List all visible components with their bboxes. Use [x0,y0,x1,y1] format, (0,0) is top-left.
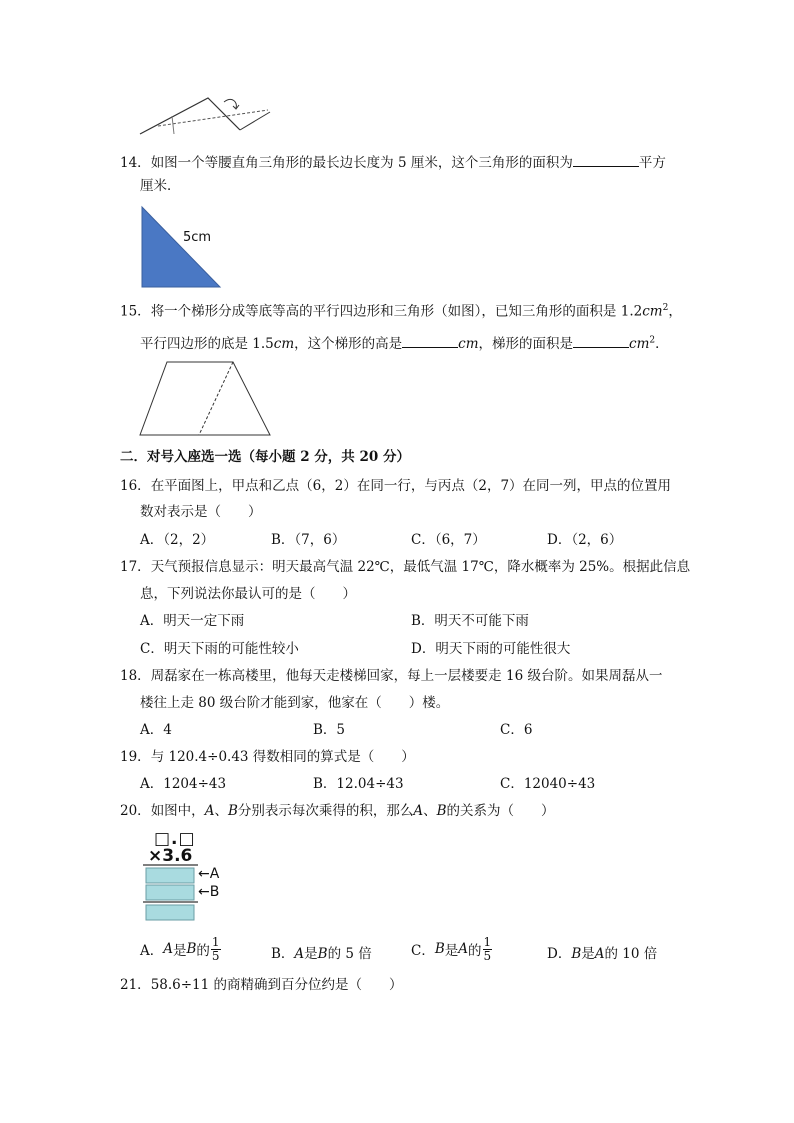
q14-answer-blank[interactable] [573,152,639,167]
q17-line2: 息，下列说法你最认可的是（ ） [140,586,356,602]
q20-option-a-shi: 是 [173,943,187,960]
q18-option-c[interactable]: C．6 [500,722,533,738]
q17-text1: 天气预报信息显示：明天最高气温 22℃，最低气温 17℃，降水概率为 25%。根据此信息 [150,559,691,575]
q17-line1 [120,561,690,575]
q17-option-a[interactable]: A．明天一定下雨 [140,613,245,629]
q15-line1 [120,304,682,319]
q15-area-blank[interactable] [573,333,629,348]
q16-line2: 数对表示是（ ） [140,504,262,520]
q15-number: 15． [120,303,151,320]
q20-option-a-prefix: A． [140,943,164,960]
q20-number: 20． [120,803,151,819]
q20-arrow-a: ←A [198,866,220,882]
folding-figure [138,94,278,140]
q14-line2: 厘米． [140,178,181,194]
q15-text2c: ，梯形的面积是 [478,336,574,352]
q15-height-blank[interactable] [402,333,458,348]
q16-option-b[interactable]: B．（7，6） [271,532,346,548]
q20-option-b-var2: B [317,946,328,962]
q15-sup: 2 [662,303,669,313]
q14-hypotenuse-label: 5cm [183,230,212,245]
q20-option-b[interactable] [271,942,372,962]
q20-mid: 分别表示每次乘得的积，那么 [237,803,414,819]
q20-var-a: A [204,803,215,819]
q18-number: 18． [120,668,151,684]
q20-option-a-var2: B [186,941,197,958]
q20-option-a-fraction [211,936,221,962]
q15-comma: ， [668,303,682,320]
q20-multiplier: ×3.6 [148,846,193,866]
q19-option-a[interactable]: A．1204÷43 [140,776,227,792]
q20-multiplicand: □.□ [154,829,196,849]
q16-option-d[interactable]: D．（2，6） [547,532,623,548]
q20-option-c-prefix: C． [411,943,435,960]
q19-option-c[interactable]: C．12040÷43 [500,776,596,792]
q15-trapezoid [139,361,271,437]
q15-unit-cm4: cm [629,336,650,352]
q20-option-b-shi: 是 [304,946,318,962]
q14-right-triangle [141,206,221,288]
q20-pre: 如图中， [150,803,205,819]
q20-option-a-de: 的 [196,943,210,960]
q20-option-b-var1: A [294,946,305,962]
q20-line1 [120,805,555,819]
section2-title: 二．对号入座选一选（每小题 2 分，共 20 分） [120,449,410,465]
q20-option-b-tail: 的 5 倍 [327,946,372,962]
q19-line1 [120,751,415,765]
q20-option-a-var1: A [163,941,173,958]
q18-option-b[interactable]: B．5 [313,722,346,738]
q20-option-c-shi: 是 [444,943,459,960]
q18-text1: 周磊家在一栋高楼里，他每天走楼梯回家，每上一层楼要走 16 级台阶。如果周磊从一 [150,668,663,684]
q20-sep2: 、 [423,803,437,819]
q16-line1 [120,480,671,494]
q20-option-b-prefix: B． [271,946,295,962]
q20-var-b2: B [436,803,447,819]
q17-option-c[interactable]: C．明天下雨的可能性较小 [140,641,299,657]
q20-option-d-tail: 的 10 倍 [604,946,658,962]
q15-text2a: 平行四边形的底是 1.5 [140,336,274,352]
q20-end: 的关系为（ ） [446,803,555,819]
q20-var-a2: A [413,803,424,819]
q14-unit: 平方 [638,155,666,171]
q16-text1: 在平面图上，甲点和乙点（6，2）在同一行，与丙点（2，7）在同一列，甲点的位置用 [150,478,672,494]
q15-period: ． [655,336,669,352]
q14-text: 如图一个等腰直角三角形的最长边长度为 5 厘米，这个三角形的面积为 [150,155,573,171]
q16-option-c[interactable]: C．（6，7） [411,532,486,548]
q20-option-c-frac-num: 1 [483,935,492,949]
q15-text1: 将一个梯形分成等底等高的平行四边形和三角形（如图），已知三角形的面积是 1.2 [150,303,643,320]
q20-option-c-fraction [483,936,493,962]
q18-line1 [120,670,662,684]
q20-option-c[interactable] [411,936,493,962]
q20-option-d-var2: A [594,946,605,962]
q15-line2 [140,333,669,352]
q17-option-b[interactable]: B．明天不可能下雨 [411,613,529,629]
q20-option-c-var2: A [458,941,469,958]
q21-number: 21． [120,977,151,993]
q20-arrow-b: ←B [198,884,220,900]
q17-option-d[interactable]: D．明天下雨的可能性很大 [411,641,571,657]
q19-number: 19． [120,749,151,765]
q15-sup2: 2 [649,335,656,346]
q21-line1 [120,979,403,993]
q15-text2b: ，这个梯形的高是 [294,336,403,352]
q18-option-a[interactable]: A．4 [140,722,172,738]
q20-option-d[interactable] [547,942,657,962]
q16-number: 16． [120,478,151,494]
q19-option-b[interactable]: B．12.04÷43 [313,776,404,792]
q15-unit-cm: cm [642,303,663,320]
q15-unit-cm2: cm [273,336,295,352]
q20-sep: 、 [214,803,228,819]
q20-option-c-frac-den: 5 [483,948,492,963]
q20-option-a[interactable] [140,936,222,962]
q17-number: 17． [120,559,151,575]
q20-option-d-prefix: D． [547,946,572,962]
q19-text1: 与 120.4÷0.43 得数相同的算式是（ ） [150,749,415,765]
q20-option-c-var1: B [434,941,445,958]
q21-text1: 58.6÷11 的商精确到百分位约是（ ） [150,977,403,993]
q20-var-b: B [227,803,238,819]
q20-multiplication-grid [143,864,199,922]
q20-option-c-de: 的 [468,943,482,960]
q18-line2: 楼往上走 80 级台阶才能到家，他家在（ ）楼。 [140,695,450,711]
q20-option-a-frac-num: 1 [211,935,220,949]
q14-number: 14． [120,155,151,171]
q20-option-a-frac-den: 5 [211,948,220,963]
q16-option-a[interactable]: A．（2，2） [140,532,215,548]
q20-option-d-shi: 是 [581,946,595,962]
q20-option-d-var1: B [571,946,582,962]
q15-unit-cm3: cm [458,336,479,352]
q14-line1 [120,152,666,171]
